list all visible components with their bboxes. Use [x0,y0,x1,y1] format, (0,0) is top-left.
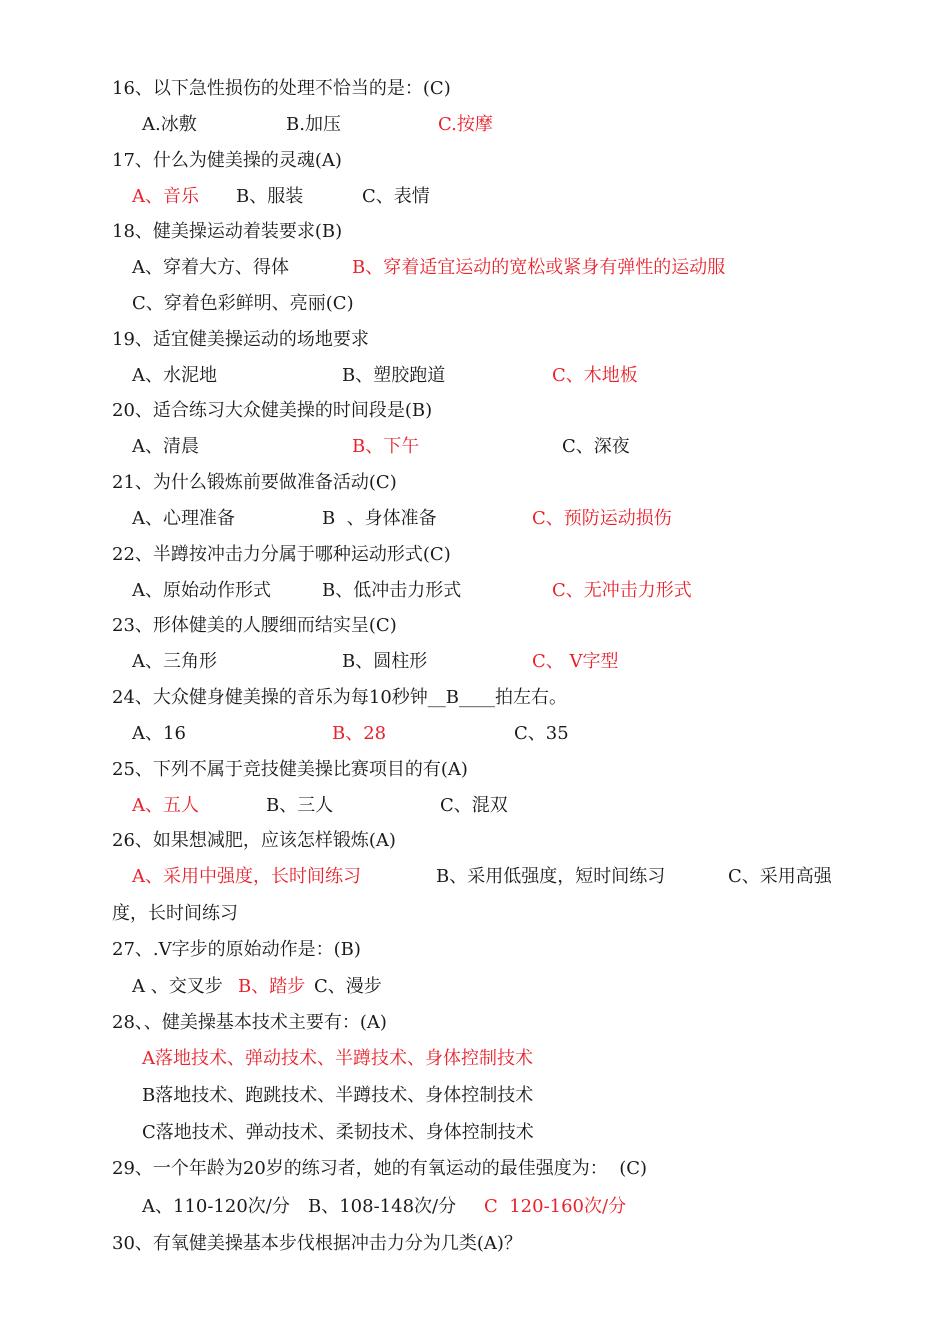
q18-option-a: A、穿着大方、得体 [132,257,289,278]
question-25: 25、下列不属于竞技健美操比赛项目的有(A) [112,759,468,780]
q20-option-b-correct: B、下午 [352,436,420,457]
q26-option-c: C、采用高强 [728,866,832,887]
question-23: 23、形体健美的人腰细而结实呈(C) [112,615,397,636]
question-24: 24、大众健身健美操的音乐为每10秒钟__B____拍左右。 [112,687,568,708]
q23-option-b: B、圆柱形 [342,651,428,672]
question-21: 21、为什么锻炼前要做准备活动(C) [112,472,397,493]
q23-option-c-correct: C、 V字型 [532,651,619,672]
q29-option-c-correct: C 120-160次/分 [484,1196,627,1217]
question-16: 16、以下急性损伤的处理不恰当的是：(C) [112,78,451,99]
q16-option-a: A.冰敷 [142,114,197,135]
q20-option-c: C、深夜 [562,436,630,457]
q24-option-b-correct: B、28 [332,723,387,744]
question-26: 26、如果想减肥，应该怎样锻炼(A) [112,830,396,851]
q19-option-c-correct: C、木地板 [552,365,638,386]
q27-option-b-correct: B、踏步 [238,976,306,997]
q21-option-b: B 、身体准备 [322,508,437,529]
q17-option-b: B、服装 [236,186,304,207]
q25-option-a-correct: A、五人 [132,795,199,816]
q29-option-b: B、108-148次/分 [308,1196,457,1217]
question-22: 22、半蹲按冲击力分属于哪种运动形式(C) [112,544,451,565]
q21-option-a: A、心理准备 [132,508,235,529]
q18-option-b-correct: B、穿着适宜运动的宽松或紧身有弹性的运动服 [352,257,726,278]
q28-option-a-correct: A落地技术、弹动技术、半蹲技术、身体控制技术 [142,1048,533,1069]
q24-option-a: A、16 [132,723,186,744]
q26-option-a-correct: A、采用中强度，长时间练习 [132,866,361,887]
q29-option-a: A、110-120次/分 [142,1196,290,1217]
question-28: 28、、健美操基本技术主要有：(A) [112,1012,387,1033]
q19-option-a: A、水泥地 [132,365,217,386]
question-27: 27、.V字步的原始动作是：(B) [112,939,361,960]
question-17: 17、什么为健美操的灵魂(A) [112,150,342,171]
q19-option-b: B、塑胶跑道 [342,365,446,386]
question-18: 18、健美操运动着装要求(B) [112,221,343,242]
question-20: 20、适合练习大众健美操的时间段是(B) [112,400,433,421]
q22-option-c-correct: C、无冲击力形式 [552,580,692,601]
q21-option-c-correct: C、预防运动损伤 [532,508,672,529]
q20-option-a: A、清晨 [132,436,199,457]
q25-option-c: C、混双 [440,795,508,816]
question-19: 19、适宜健美操运动的场地要求 [112,329,369,350]
q22-option-b: B、低冲击力形式 [322,580,462,601]
q18-option-c: C、穿着色彩鲜明、亮丽(C) [132,293,354,314]
q28-option-c: C落地技术、弹动技术、柔韧技术、身体控制技术 [142,1122,534,1143]
question-30: 30、有氧健美操基本步伐根据冲击力分为几类(A)？ [112,1233,522,1254]
question-29: 29、一个年龄为20岁的练习者，她的有氧运动的最佳强度为： (C) [112,1158,648,1179]
q27-option-a: A 、交叉步 [132,976,223,997]
q28-option-b: B落地技术、跑跳技术、半蹲技术、身体控制技术 [142,1085,534,1106]
q22-option-a: A、原始动作形式 [132,580,271,601]
q25-option-b: B、三人 [266,795,334,816]
q23-option-a: A、三角形 [132,651,217,672]
q24-option-c: C、35 [514,723,569,744]
q17-option-c: C、表情 [362,186,430,207]
q17-option-a-correct: A、音乐 [132,186,199,207]
q16-option-c-correct: C.按摩 [438,114,493,135]
q26-option-c-continuation: 度，长时间练习 [112,903,238,924]
q16-option-b: B.加压 [286,114,341,135]
q27-option-c: C、漫步 [314,976,382,997]
q26-option-b: B、采用低强度，短时间练习 [436,866,666,887]
